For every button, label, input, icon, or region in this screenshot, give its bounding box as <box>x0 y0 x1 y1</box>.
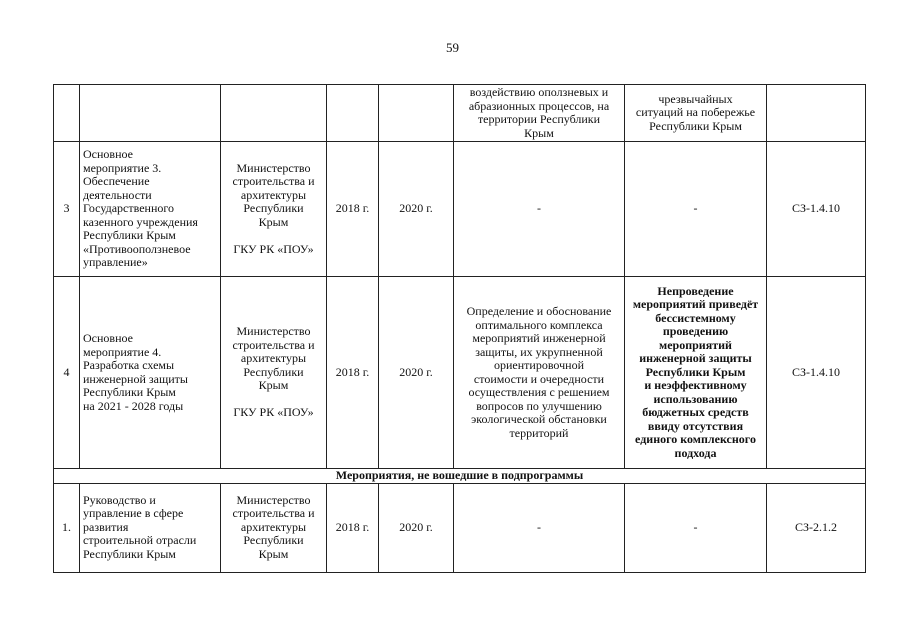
row-number <box>54 85 80 142</box>
executor: Министерство строительства и архитектуры Республики Крым ГКУ РК «ПОУ» <box>221 277 327 469</box>
table-row <box>54 85 866 142</box>
table-row <box>54 142 866 277</box>
start-year: 2018 г. <box>327 277 379 469</box>
table-row <box>54 277 866 469</box>
indicator-code: СЗ-2.1.2 <box>767 483 866 572</box>
row-number: 4 <box>54 277 80 469</box>
consequence: - <box>625 142 767 277</box>
measures-table <box>53 84 866 573</box>
consequence: чрезвычайных ситуаций на побережье Республики Крым <box>625 85 767 142</box>
expected-result: - <box>454 142 625 277</box>
measure-name <box>80 85 221 142</box>
end-year: 2020 г. <box>379 142 454 277</box>
indicator-code: СЗ-1.4.10 <box>767 277 866 469</box>
consequence: - <box>625 483 767 572</box>
executor <box>221 85 327 142</box>
section-heading-row <box>54 469 866 484</box>
expected-result: - <box>454 483 625 572</box>
expected-result: воздействию оползневых и абразионных процессов, на территории Республики Крым <box>454 85 625 142</box>
start-year <box>327 85 379 142</box>
indicator-code: СЗ-1.4.10 <box>767 142 866 277</box>
section-heading: Мероприятия, не вошедшие в подпрограммы <box>54 469 866 484</box>
page-number: 59 <box>446 40 459 55</box>
measure-name: Руководство и управление в сфере развития строительной отрасли Республики Крым <box>80 483 221 572</box>
start-year: 2018 г. <box>327 142 379 277</box>
row-number: 1. <box>54 483 80 572</box>
start-year: 2018 г. <box>327 483 379 572</box>
executor: Министерство строительства и архитектуры Республики Крым ГКУ РК «ПОУ» <box>221 142 327 277</box>
row-number: 3 <box>54 142 80 277</box>
measure-name: Основное мероприятие 3. Обеспечение деятельности Государственного казенного учреждения Республики Крым «Противооползневое управление» <box>80 142 221 277</box>
table-row <box>54 483 866 572</box>
consequence: Непроведение мероприятий приведёт бессистемному проведению мероприятий инженерной защиты Республики Крым и неэффективному использованию бюджетных средств ввиду отсутствия единого комплексного подхода <box>625 277 767 469</box>
indicator-code <box>767 85 866 142</box>
expected-result: Определение и обоснование оптимального комплекса мероприятий инженерной защиты, их укрупненной ориентировочной стоимости и очередности осуществления с решением вопросов по улучшению экологической обстановки территорий <box>454 277 625 469</box>
end-year <box>379 85 454 142</box>
end-year: 2020 г. <box>379 483 454 572</box>
executor: Министерство строительства и архитектуры Республики Крым <box>221 483 327 572</box>
measure-name: Основное мероприятие 4. Разработка схемы инженерной защиты Республики Крым на 2021 - 2028 годы <box>80 277 221 469</box>
end-year: 2020 г. <box>379 277 454 469</box>
